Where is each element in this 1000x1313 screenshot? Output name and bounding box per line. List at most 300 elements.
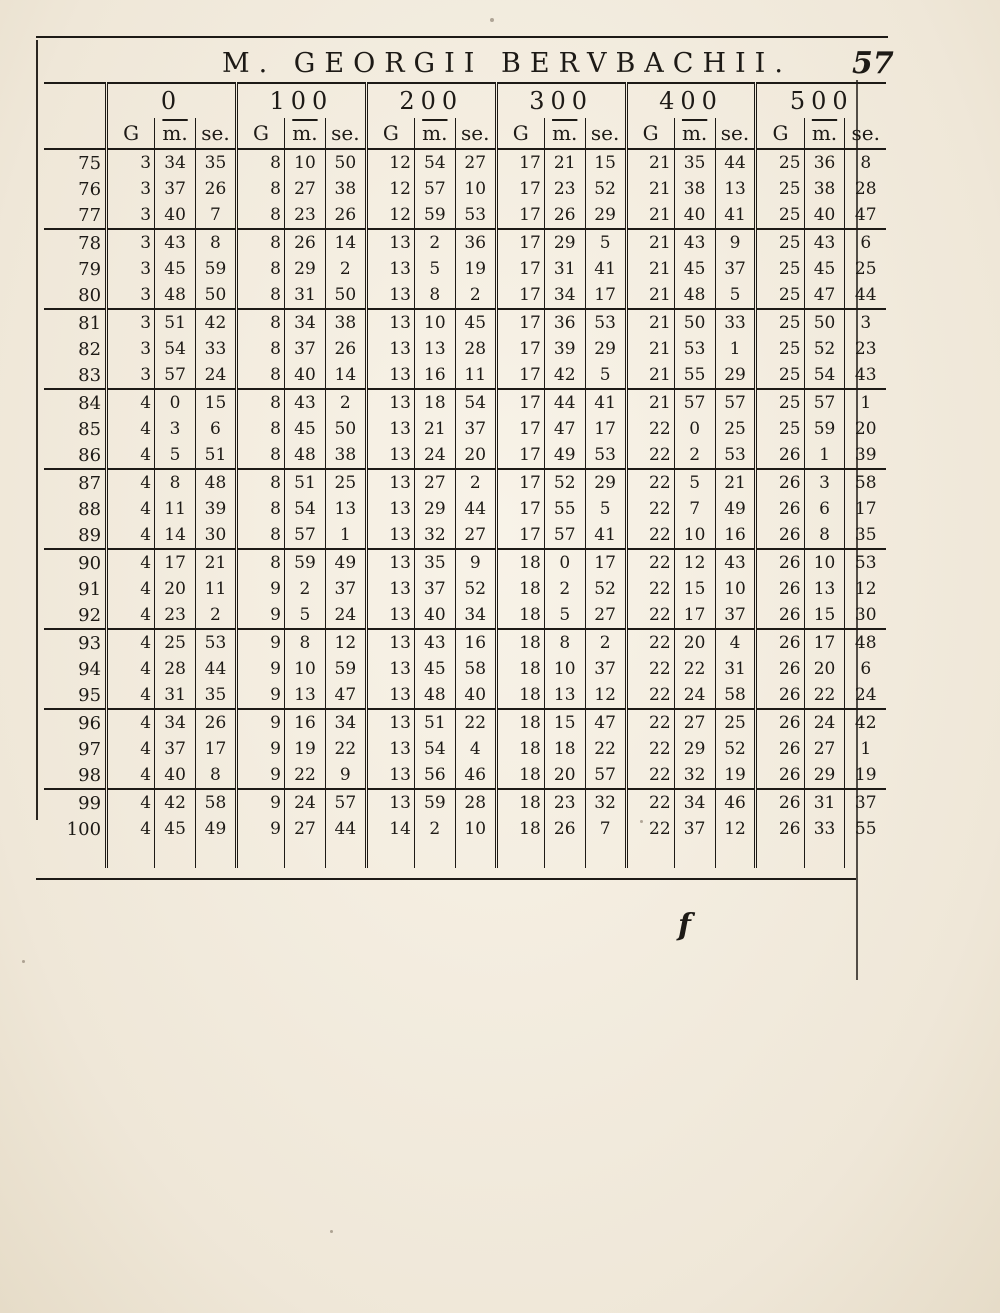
seconds-value: 2	[455, 469, 496, 496]
minutes-value: 45	[674, 256, 715, 282]
seconds-value: 1	[845, 736, 886, 762]
empty-cell	[585, 842, 626, 868]
degrees-value: 13	[366, 762, 414, 789]
bottom-rule	[36, 878, 856, 880]
minutes-value: 8	[285, 629, 326, 656]
minutes-value: 51	[155, 309, 196, 336]
minutes-value: 27	[674, 709, 715, 736]
seconds-value: 37	[325, 576, 366, 602]
minutes-value: 47	[804, 282, 845, 309]
seconds-value: 57	[585, 762, 626, 789]
year-label: 94	[44, 656, 107, 682]
degrees-value: 26	[756, 629, 804, 656]
minutes-value: 24	[414, 442, 455, 469]
unit-minutes: m.	[285, 118, 326, 149]
seconds-value: 44	[715, 149, 756, 176]
minutes-value: 54	[414, 149, 455, 176]
degrees-value: 3	[107, 149, 155, 176]
degrees-value: 13	[366, 549, 414, 576]
degrees-value: 21	[626, 336, 674, 362]
degrees-value: 18	[496, 682, 544, 709]
degrees-value: 8	[236, 389, 284, 416]
degrees-value: 4	[107, 762, 155, 789]
degrees-value: 13	[366, 336, 414, 362]
minutes-value: 5	[285, 602, 326, 629]
degrees-value: 3	[107, 362, 155, 389]
minutes-value: 45	[414, 656, 455, 682]
year-label: 93	[44, 629, 107, 656]
minutes-value: 12	[674, 549, 715, 576]
century-header: 300	[496, 83, 626, 118]
degrees-value: 17	[496, 229, 544, 256]
seconds-value: 49	[715, 496, 756, 522]
minutes-value: 0	[155, 389, 196, 416]
empty-cell	[107, 842, 155, 868]
seconds-value: 57	[715, 389, 756, 416]
minutes-value: 14	[155, 522, 196, 549]
seconds-value: 39	[196, 496, 237, 522]
degrees-value: 26	[756, 576, 804, 602]
year-label: 85	[44, 416, 107, 442]
minutes-value: 34	[544, 282, 585, 309]
seconds-value: 31	[715, 656, 756, 682]
seconds-value: 16	[715, 522, 756, 549]
table-row	[44, 709, 886, 736]
table-row	[44, 602, 886, 629]
table-row	[44, 442, 886, 469]
degrees-value: 12	[366, 202, 414, 229]
minutes-value: 18	[414, 389, 455, 416]
year-label: 97	[44, 736, 107, 762]
degrees-value: 14	[366, 816, 414, 842]
minutes-value: 48	[155, 282, 196, 309]
degrees-value: 17	[496, 496, 544, 522]
empty-cell	[544, 842, 585, 868]
minutes-value: 19	[285, 736, 326, 762]
empty-cell	[756, 842, 804, 868]
empty-cell	[455, 842, 496, 868]
seconds-value: 9	[715, 229, 756, 256]
seconds-value: 37	[715, 602, 756, 629]
table-row	[44, 176, 886, 202]
minutes-value: 10	[414, 309, 455, 336]
minutes-value: 24	[804, 709, 845, 736]
minutes-value: 31	[544, 256, 585, 282]
seconds-value: 44	[845, 282, 886, 309]
seconds-value: 25	[715, 709, 756, 736]
minutes-value: 43	[804, 229, 845, 256]
degrees-value: 12	[366, 149, 414, 176]
degrees-value: 4	[107, 656, 155, 682]
minutes-value: 51	[285, 469, 326, 496]
degrees-value: 18	[496, 789, 544, 816]
minutes-value: 59	[285, 549, 326, 576]
seconds-value: 33	[715, 309, 756, 336]
year-label: 96	[44, 709, 107, 736]
seconds-value: 9	[325, 762, 366, 789]
degrees-value: 8	[236, 309, 284, 336]
minutes-value: 54	[155, 336, 196, 362]
table-row	[44, 549, 886, 576]
year-label: 81	[44, 309, 107, 336]
unit-seconds: se.	[455, 118, 496, 149]
degrees-value: 25	[756, 309, 804, 336]
minutes-value: 17	[804, 629, 845, 656]
seconds-value: 17	[845, 496, 886, 522]
year-label: 80	[44, 282, 107, 309]
degrees-value: 22	[626, 816, 674, 842]
degrees-value: 17	[496, 522, 544, 549]
minutes-value: 37	[414, 576, 455, 602]
degrees-value: 3	[107, 202, 155, 229]
minutes-value: 7	[674, 496, 715, 522]
seconds-value: 14	[325, 362, 366, 389]
astronomical-table	[44, 82, 886, 868]
seconds-value: 6	[845, 656, 886, 682]
seconds-value: 6	[845, 229, 886, 256]
seconds-value: 24	[325, 602, 366, 629]
seconds-value: 35	[196, 149, 237, 176]
year-label: 75	[44, 149, 107, 176]
seconds-value: 2	[196, 602, 237, 629]
degrees-value: 4	[107, 816, 155, 842]
minutes-value: 27	[285, 816, 326, 842]
seconds-value: 17	[196, 736, 237, 762]
minutes-value: 48	[285, 442, 326, 469]
minutes-value: 38	[804, 176, 845, 202]
minutes-value: 35	[414, 549, 455, 576]
degrees-value: 25	[756, 202, 804, 229]
degrees-value: 26	[756, 442, 804, 469]
seconds-value: 38	[325, 309, 366, 336]
seconds-value: 28	[455, 789, 496, 816]
seconds-value: 2	[455, 282, 496, 309]
degrees-value: 13	[366, 736, 414, 762]
degrees-value: 25	[756, 282, 804, 309]
degrees-value: 22	[626, 522, 674, 549]
seconds-value: 50	[325, 282, 366, 309]
minutes-value: 50	[674, 309, 715, 336]
seconds-value: 32	[585, 789, 626, 816]
minutes-value: 15	[544, 709, 585, 736]
seconds-value: 37	[715, 256, 756, 282]
degrees-value: 18	[496, 602, 544, 629]
minutes-value: 5	[544, 602, 585, 629]
minutes-value: 5	[414, 256, 455, 282]
minutes-value: 28	[155, 656, 196, 682]
degrees-value: 4	[107, 576, 155, 602]
minutes-value: 24	[285, 789, 326, 816]
degrees-value: 17	[496, 336, 544, 362]
minutes-value: 10	[285, 149, 326, 176]
minutes-value: 18	[544, 736, 585, 762]
seconds-value: 12	[715, 816, 756, 842]
seconds-value: 1	[325, 522, 366, 549]
seconds-value: 20	[845, 416, 886, 442]
seconds-value: 47	[325, 682, 366, 709]
degrees-value: 22	[626, 469, 674, 496]
unit-minutes: m.	[674, 118, 715, 149]
degrees-value: 3	[107, 229, 155, 256]
degrees-value: 25	[756, 229, 804, 256]
table-body	[44, 149, 886, 842]
seconds-value: 19	[845, 762, 886, 789]
minutes-value: 45	[804, 256, 845, 282]
seconds-value: 11	[455, 362, 496, 389]
minutes-value: 34	[674, 789, 715, 816]
seconds-value: 59	[325, 656, 366, 682]
degrees-value: 26	[756, 736, 804, 762]
seconds-value: 50	[325, 416, 366, 442]
degrees-value: 18	[496, 709, 544, 736]
minutes-value: 52	[544, 469, 585, 496]
minutes-value: 34	[155, 709, 196, 736]
seconds-value: 30	[845, 602, 886, 629]
empty-cell	[285, 842, 326, 868]
degrees-value: 4	[107, 736, 155, 762]
seconds-value: 21	[715, 469, 756, 496]
degrees-value: 26	[756, 522, 804, 549]
unit-minutes: m.	[155, 118, 196, 149]
year-header	[44, 83, 107, 118]
seconds-value: 5	[585, 496, 626, 522]
minutes-value: 43	[155, 229, 196, 256]
table-row	[44, 762, 886, 789]
degrees-value: 8	[236, 496, 284, 522]
signature-mark: f	[678, 908, 691, 943]
seconds-value: 33	[196, 336, 237, 362]
degrees-value: 8	[236, 149, 284, 176]
seconds-value: 40	[455, 682, 496, 709]
minutes-value: 40	[804, 202, 845, 229]
minutes-value: 29	[544, 229, 585, 256]
minutes-value: 36	[804, 149, 845, 176]
degrees-value: 21	[626, 149, 674, 176]
minutes-value: 29	[414, 496, 455, 522]
degrees-value: 8	[236, 522, 284, 549]
degrees-value: 13	[366, 256, 414, 282]
year-label: 98	[44, 762, 107, 789]
degrees-value: 13	[366, 522, 414, 549]
degrees-value: 21	[626, 362, 674, 389]
seconds-value: 6	[196, 416, 237, 442]
year-label: 90	[44, 549, 107, 576]
degrees-value: 25	[756, 256, 804, 282]
seconds-value: 13	[325, 496, 366, 522]
minutes-value: 3	[804, 469, 845, 496]
seconds-value: 15	[196, 389, 237, 416]
seconds-value: 43	[715, 549, 756, 576]
minutes-value: 55	[544, 496, 585, 522]
seconds-value: 53	[455, 202, 496, 229]
degrees-value: 3	[107, 309, 155, 336]
degrees-value: 25	[756, 362, 804, 389]
degrees-value: 13	[366, 629, 414, 656]
seconds-value: 44	[196, 656, 237, 682]
year-label: 95	[44, 682, 107, 709]
minutes-value: 13	[414, 336, 455, 362]
table-row	[44, 656, 886, 682]
table-row	[44, 336, 886, 362]
minutes-value: 5	[674, 469, 715, 496]
minutes-value: 56	[414, 762, 455, 789]
unit-degrees: G	[236, 118, 284, 149]
degrees-value: 13	[366, 229, 414, 256]
minutes-value: 57	[414, 176, 455, 202]
minutes-value: 5	[155, 442, 196, 469]
minutes-value: 52	[804, 336, 845, 362]
degrees-value: 13	[366, 469, 414, 496]
minutes-value: 2	[544, 576, 585, 602]
degrees-value: 22	[626, 602, 674, 629]
degrees-value: 9	[236, 682, 284, 709]
degrees-value: 22	[626, 709, 674, 736]
degrees-value: 3	[107, 176, 155, 202]
minutes-value: 26	[544, 202, 585, 229]
year-label: 82	[44, 336, 107, 362]
century-header: 0	[107, 83, 237, 118]
degrees-value: 22	[626, 789, 674, 816]
minutes-value: 35	[674, 149, 715, 176]
seconds-value: 35	[845, 522, 886, 549]
minutes-value: 54	[804, 362, 845, 389]
degrees-value: 13	[366, 576, 414, 602]
degrees-value: 22	[626, 496, 674, 522]
empty-cell	[496, 842, 544, 868]
minutes-value: 57	[285, 522, 326, 549]
seconds-value: 10	[455, 816, 496, 842]
seconds-value: 19	[715, 762, 756, 789]
minutes-value: 31	[804, 789, 845, 816]
degrees-value: 18	[496, 576, 544, 602]
minutes-value: 2	[414, 816, 455, 842]
empty-cell	[325, 842, 366, 868]
seconds-value: 42	[845, 709, 886, 736]
degrees-value: 4	[107, 389, 155, 416]
minutes-value: 43	[285, 389, 326, 416]
running-title: M. GEORGII BERVBACHII.	[222, 48, 792, 79]
table-row	[44, 736, 886, 762]
degrees-value: 8	[236, 256, 284, 282]
seconds-value: 8	[196, 229, 237, 256]
degrees-value: 21	[626, 176, 674, 202]
seconds-value: 38	[325, 442, 366, 469]
minutes-value: 20	[804, 656, 845, 682]
minutes-value: 27	[285, 176, 326, 202]
minutes-value: 11	[155, 496, 196, 522]
table-row	[44, 389, 886, 416]
seconds-value: 52	[715, 736, 756, 762]
seconds-value: 13	[715, 176, 756, 202]
degrees-value: 22	[626, 736, 674, 762]
degrees-value: 13	[366, 789, 414, 816]
seconds-value: 41	[585, 389, 626, 416]
degrees-value: 22	[626, 549, 674, 576]
degrees-value: 18	[496, 656, 544, 682]
minutes-value: 42	[155, 789, 196, 816]
degrees-value: 9	[236, 816, 284, 842]
degrees-value: 17	[496, 282, 544, 309]
degrees-value: 18	[496, 762, 544, 789]
seconds-value: 47	[585, 709, 626, 736]
degrees-value: 8	[236, 416, 284, 442]
seconds-value: 48	[845, 629, 886, 656]
minutes-value: 16	[414, 362, 455, 389]
minutes-value: 54	[414, 736, 455, 762]
seconds-value: 28	[845, 176, 886, 202]
seconds-value: 42	[196, 309, 237, 336]
seconds-value: 1	[715, 336, 756, 362]
seconds-value: 28	[455, 336, 496, 362]
seconds-value: 17	[585, 549, 626, 576]
motion-table	[44, 82, 886, 868]
degrees-value: 13	[366, 309, 414, 336]
seconds-value: 58	[715, 682, 756, 709]
seconds-value: 29	[585, 336, 626, 362]
degrees-value: 9	[236, 602, 284, 629]
degrees-value: 21	[626, 389, 674, 416]
degrees-value: 8	[236, 442, 284, 469]
seconds-value: 53	[196, 629, 237, 656]
degrees-value: 8	[236, 336, 284, 362]
year-header	[44, 118, 107, 149]
table-row	[44, 282, 886, 309]
seconds-value: 5	[715, 282, 756, 309]
minutes-value: 29	[674, 736, 715, 762]
year-label: 84	[44, 389, 107, 416]
seconds-value: 9	[455, 549, 496, 576]
unit-seconds: se.	[196, 118, 237, 149]
degrees-value: 26	[756, 789, 804, 816]
minutes-value: 57	[155, 362, 196, 389]
degrees-value: 22	[626, 762, 674, 789]
degrees-value: 8	[236, 282, 284, 309]
degrees-value: 25	[756, 389, 804, 416]
minutes-value: 8	[414, 282, 455, 309]
seconds-value: 51	[196, 442, 237, 469]
table-row	[44, 789, 886, 816]
degrees-value: 21	[626, 282, 674, 309]
minutes-value: 55	[674, 362, 715, 389]
seconds-value: 45	[455, 309, 496, 336]
degrees-value: 13	[366, 496, 414, 522]
minutes-value: 20	[155, 576, 196, 602]
degrees-value: 25	[756, 176, 804, 202]
seconds-value: 58	[455, 656, 496, 682]
degrees-value: 13	[366, 416, 414, 442]
minutes-value: 6	[804, 496, 845, 522]
minutes-value: 29	[804, 762, 845, 789]
minutes-value: 17	[155, 549, 196, 576]
minutes-value: 43	[414, 629, 455, 656]
seconds-value: 58	[196, 789, 237, 816]
seconds-value: 11	[196, 576, 237, 602]
seconds-value: 16	[455, 629, 496, 656]
degrees-value: 22	[626, 629, 674, 656]
minutes-value: 47	[544, 416, 585, 442]
seconds-value: 17	[585, 416, 626, 442]
seconds-value: 37	[455, 416, 496, 442]
minutes-value: 20	[544, 762, 585, 789]
seconds-value: 8	[845, 149, 886, 176]
seconds-value: 35	[196, 682, 237, 709]
year-label: 86	[44, 442, 107, 469]
degrees-value: 13	[366, 709, 414, 736]
degrees-value: 4	[107, 629, 155, 656]
seconds-value: 24	[196, 362, 237, 389]
unit-degrees: G	[107, 118, 155, 149]
degrees-value: 4	[107, 602, 155, 629]
